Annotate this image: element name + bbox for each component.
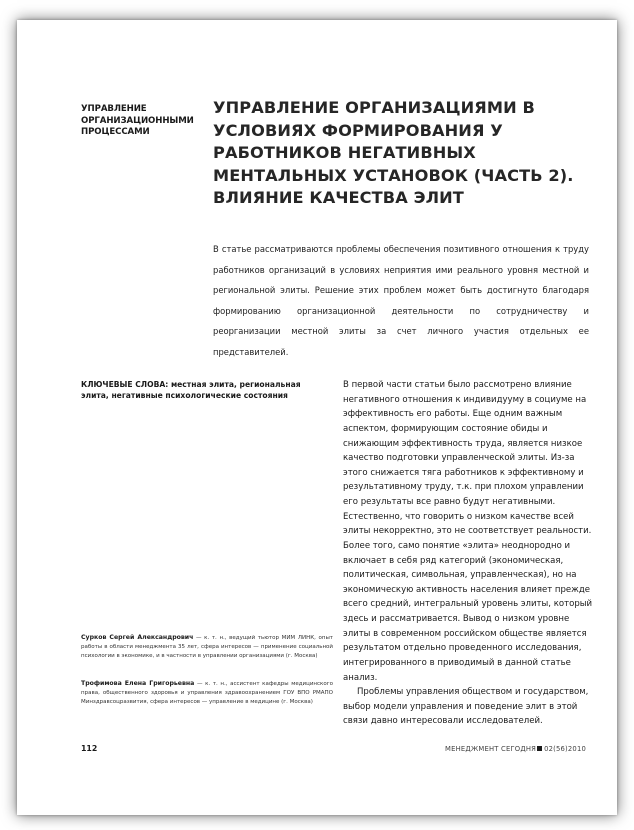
keywords-text: местная элита, региональная элита, негативные психологические состояния <box>81 380 301 400</box>
page-number: 112 <box>81 744 98 753</box>
article-title: УПРАВЛЕНИЕ ОРГАНИЗАЦИЯМИ В УСЛОВИЯХ ФОРМИРОВАНИЯ У РАБОТНИКОВ НЕГАТИВНЫХ МЕНТАЛЬНЫХ УСТАНОВОК (ЧАСТЬ 2). ВЛИЯНИЕ КАЧЕСТВА ЭЛИТ <box>213 98 574 207</box>
journal-name: МЕНЕДЖМЕНТ СЕГОДНЯ <box>445 745 537 753</box>
section-label: УПРАВЛЕНИЕ ОРГАНИЗАЦИОННЫМИ ПРОЦЕССАМИ <box>81 104 194 137</box>
author-info <box>81 634 333 660</box>
square-icon <box>537 746 542 751</box>
author-bio: — к. т. н., ассистент кафедры медицинского права, общественного здоровья и управления здравоохранением ГОУ ВПО РМАПО Минздравсоцразвития, сфера интересов — управление в медицине (г. Москва) <box>81 681 333 705</box>
journal-footer <box>445 745 586 753</box>
author-name: Сурков Сергей Александрович <box>81 634 194 641</box>
author-bio: — к. т. н., ведущий тьютор МИМ ЛИНК, опыт работы в области менеджмента 35 лет, сфера интересов — применение социальной психологии в экономике, и в частности в управлении организациями (г. Москва) <box>81 635 333 659</box>
article-body <box>343 378 595 729</box>
article-page <box>17 20 617 815</box>
keywords-block <box>81 380 331 401</box>
article-abstract: В статье рассматриваются проблемы обеспечения позитивного отношения к труду работников организаций в условиях неприятия ими реального уровня местной и региональной элиты. Решение этих проблем может быть достигнуто благодаря формированию организационной деятельности по сотрудничеству и реорганизации местной элиты за счет личного участия отдельных ее представителей. <box>213 244 589 357</box>
body-paragraph: В первой части статьи было рассмотрено влияние негативного отношения к индивидууму в социуме на эффективность его работы. Еще одним важным аспектом, формирующим состояние обиды и снижающим эффективность труда, является низкое качество подготовки управленческой элиты. Из-за этого снижается тяга работников к эффективному и результативному труду, т.к. при плохом управлении его результаты все равно будут негативными. Естественно, что говорить о низком качестве всей элиты некорректно, это не соответствует реальности. Более того, само понятие «элита» неоднородно и включает в себя ряд категорий (экономическая, политическая, символьная, управленческая), но на экономическую активность населения влияет прежде всего средний, интегральный уровень элиты, который здесь и рассматривается. Вывод о низком уровне элиты в современном российском обществе является результатом отдельно проведенного исследования, интегрированного в приводимый в данной статье анализ. <box>343 380 593 683</box>
journal-issue: 02(56)2010 <box>544 745 586 753</box>
body-paragraph: Проблемы управления обществом и государством, выбор модели управления и поведение элит в этой связи давно интересовали исследователей. <box>343 687 589 727</box>
author-info <box>81 680 333 706</box>
author-name: Трофимова Елена Григорьевна <box>81 680 195 687</box>
keywords-label: КЛЮЧЕВЫЕ СЛОВА: <box>81 380 169 389</box>
